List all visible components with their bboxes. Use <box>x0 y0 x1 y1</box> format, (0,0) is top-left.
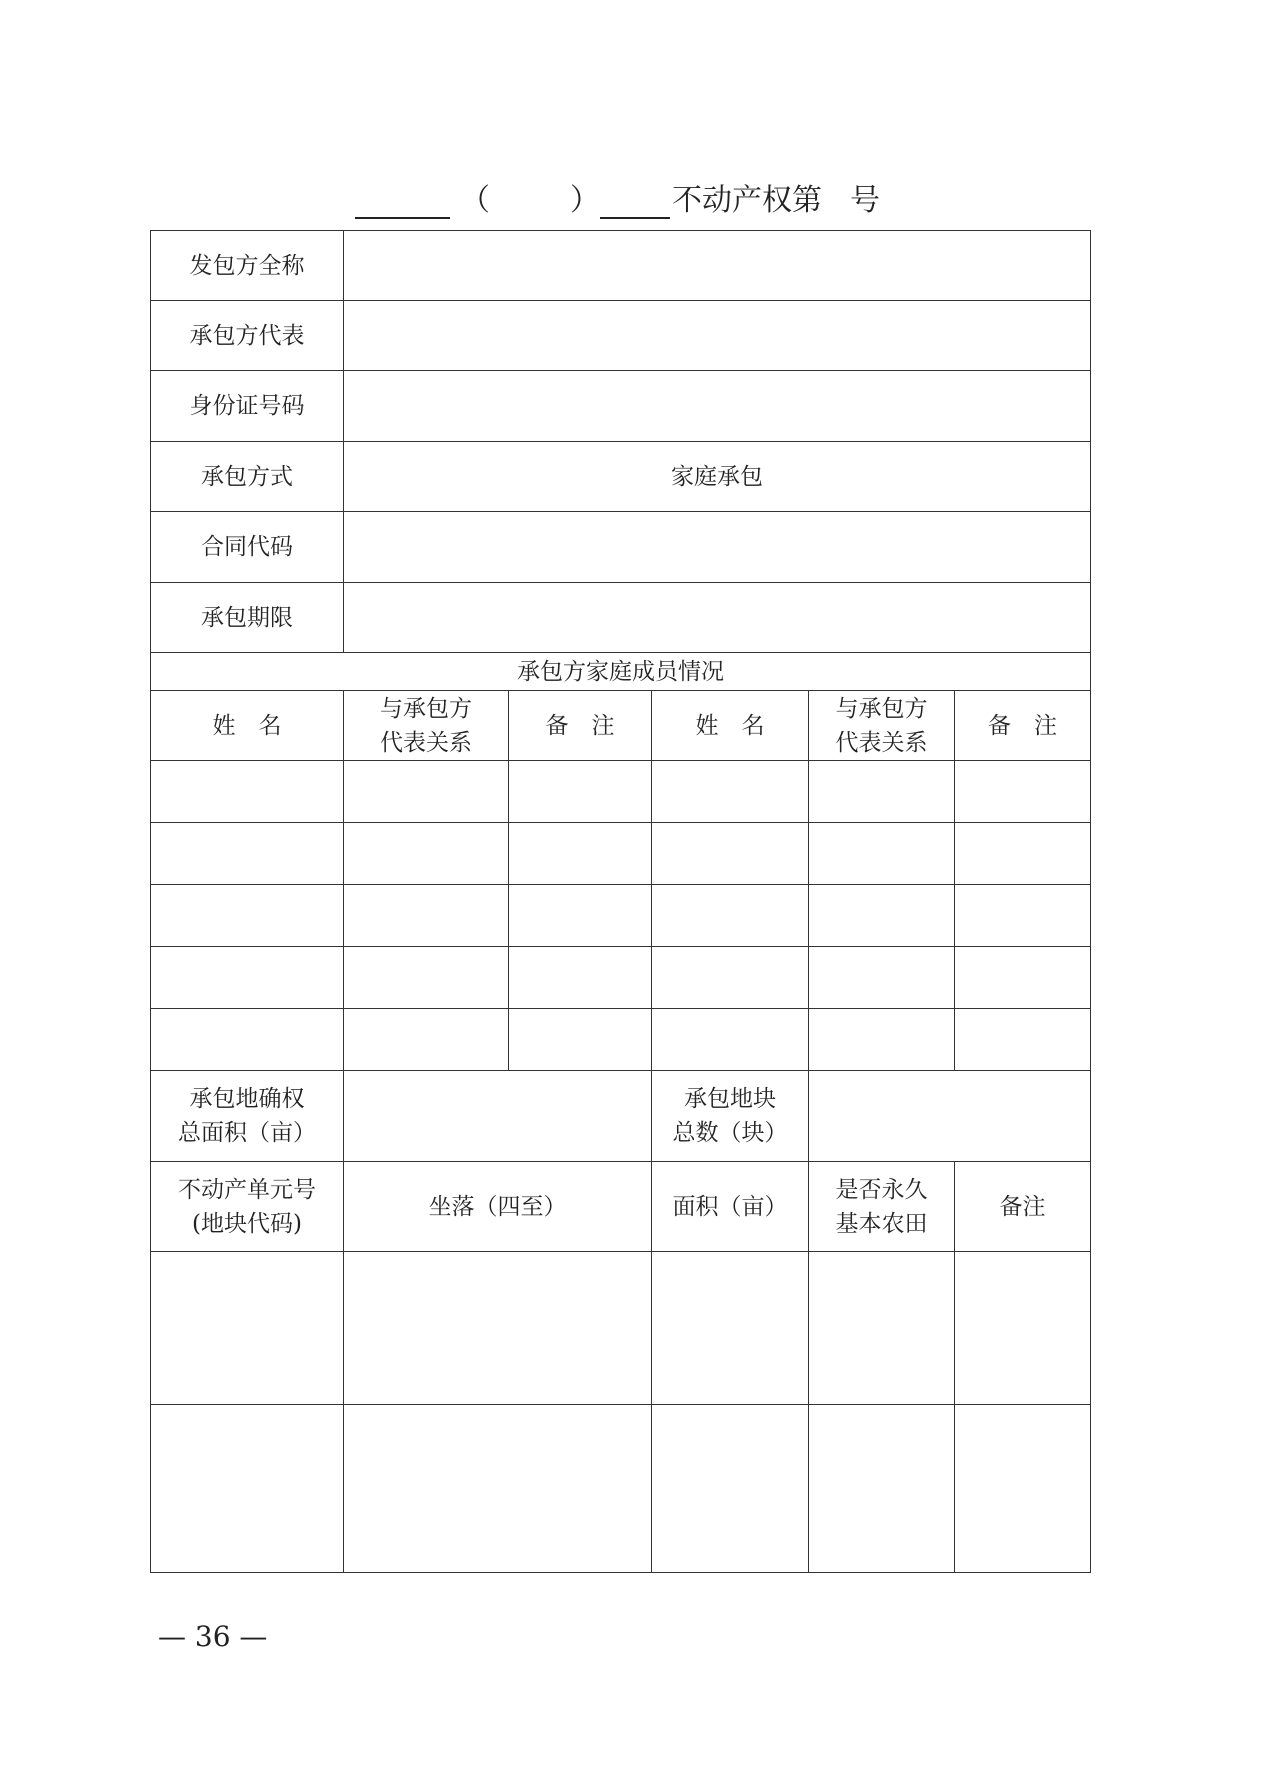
family-row <box>151 885 1091 947</box>
label-contract-method: 承包方式 <box>151 442 344 512</box>
certificate-title <box>355 175 880 219</box>
label-total-area-line2: 总面积（亩） <box>178 1120 316 1146</box>
label-total-count-line2: 总数（块） <box>672 1120 788 1146</box>
label-total-area <box>151 1071 344 1162</box>
header-basic-farmland <box>809 1162 955 1252</box>
label-id-number: 身份证号码 <box>151 371 344 442</box>
header-location: 坐落（四至） <box>344 1162 652 1252</box>
family-row <box>151 761 1091 823</box>
contract-table <box>150 230 1091 1573</box>
header-unit-no-line1: 不动产单元号 <box>178 1176 316 1203</box>
value-id-number <box>344 371 1091 442</box>
header-remark-2: 备 注 <box>955 691 1091 761</box>
label-total-area-line1: 承包地确权 <box>189 1086 305 1112</box>
header-remark-1: 备 注 <box>509 691 652 761</box>
header-basic-farmland-line2: 基本农田 <box>835 1210 928 1237</box>
header-area: 面积（亩） <box>652 1162 809 1252</box>
land-row <box>151 1405 1091 1573</box>
value-contract-term <box>344 583 1091 653</box>
value-contractor-name <box>344 231 1091 301</box>
header-relation-2-line2: 代表关系 <box>835 729 928 756</box>
header-land-remark: 备注 <box>955 1162 1091 1252</box>
header-relation-2 <box>809 691 955 761</box>
label-total-count <box>652 1071 809 1162</box>
title-suffix: 号 <box>850 183 880 218</box>
title-open-paren: （ <box>460 183 490 218</box>
header-relation-1 <box>344 691 509 761</box>
header-name-1: 姓 名 <box>151 691 344 761</box>
value-contractee-rep <box>344 301 1091 371</box>
family-row <box>151 823 1091 885</box>
label-contractee-rep: 承包方代表 <box>151 301 344 371</box>
label-contract-code: 合同代码 <box>151 512 344 583</box>
title-blank-2 <box>600 187 670 219</box>
value-contract-method: 家庭承包 <box>344 442 1091 512</box>
value-contract-code <box>344 512 1091 583</box>
header-unit-no <box>151 1162 344 1252</box>
title-text: 不动产权第 <box>672 183 822 218</box>
header-relation-2-line1: 与承包方 <box>835 695 928 722</box>
label-total-count-line1: 承包地块 <box>684 1086 776 1112</box>
value-total-area <box>344 1071 652 1162</box>
header-relation-1-line2: 代表关系 <box>380 729 472 756</box>
header-unit-no-line2: (地块代码) <box>192 1210 302 1237</box>
label-contract-term: 承包期限 <box>151 583 344 653</box>
value-total-count <box>809 1071 1091 1162</box>
label-contractor-name: 发包方全称 <box>151 231 344 301</box>
family-section-title: 承包方家庭成员情况 <box>151 653 1091 691</box>
title-close-paren: ） <box>570 183 600 218</box>
page-number: — 36 — <box>158 1620 268 1653</box>
header-relation-1-line1: 与承包方 <box>380 695 472 722</box>
family-row <box>151 1009 1091 1071</box>
title-blank-1 <box>355 187 450 219</box>
header-basic-farmland-line1: 是否永久 <box>835 1176 928 1203</box>
land-row <box>151 1252 1091 1405</box>
header-name-2: 姓 名 <box>652 691 809 761</box>
family-row <box>151 947 1091 1009</box>
